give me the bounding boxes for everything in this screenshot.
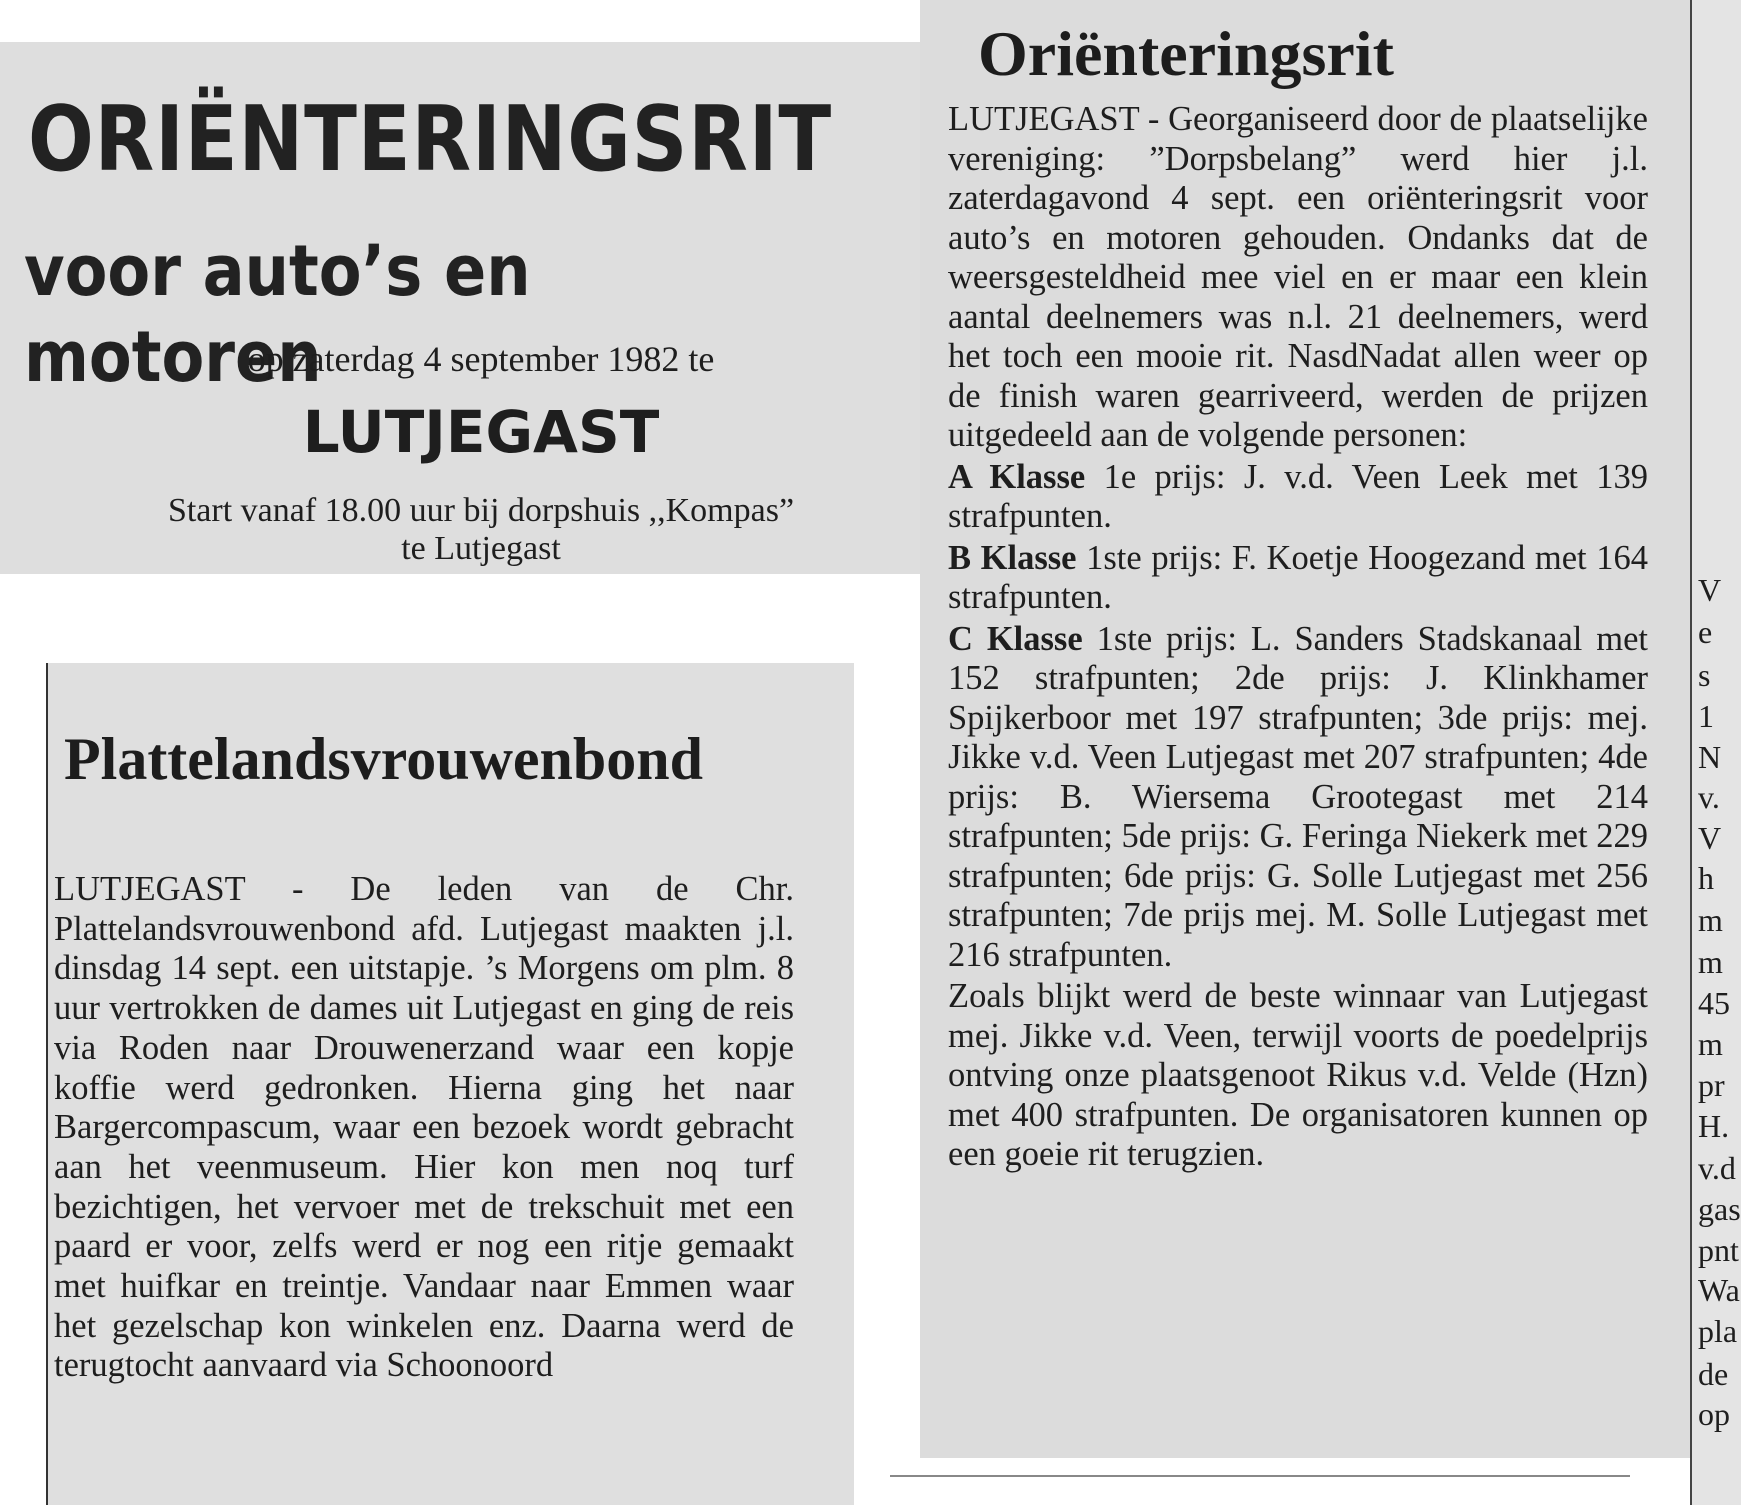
neighbour-fragment: N xyxy=(1698,739,1722,775)
neighbour-fragment: 45 xyxy=(1698,985,1730,1021)
class-c-text: 1ste prijs: L. Sanders Stadskanaal met 152 strafpunten; 2de prijs: J. Klinkhamer Spijkerboor met 197 strafpunten; 3de prijs: mej. Jikke v.d. Veen Lutjegast met 207 strafpunten; 4de prijs: B. Wiersema Grootegast met 214 strafpunten; 5de prijs: G. Feringa Niekerk met 229 strafpunten; 6de prijs: G. Solle Lutjegast met 256 strafpunten; 7de prijs mej. M. Solle Lutjegast met 216 strafpunten. xyxy=(948,619,1648,974)
class-a-text: 1e prijs: J. v.d. Veen Leek met 139 strafpunten. xyxy=(948,457,1648,535)
neighbour-fragment: H. xyxy=(1698,1108,1730,1144)
advertisement-start-info xyxy=(0,492,962,568)
report-clipping xyxy=(920,0,1741,1458)
advertisement-clipping xyxy=(0,42,962,574)
report-class-b xyxy=(948,539,1648,618)
class-b-text: 1ste prijs: F. Koetje Hoogezand met 164 strafpunten. xyxy=(948,538,1649,616)
neighbour-fragment: m xyxy=(1698,944,1723,980)
neighbour-fragment: 1 xyxy=(1698,698,1714,734)
advertisement-location: LUTJEGAST xyxy=(302,398,660,466)
neighbour-fragment: gas xyxy=(1698,1191,1741,1227)
neighbour-fragment: m xyxy=(1698,1026,1723,1062)
report-class-a xyxy=(948,458,1648,537)
neighbour-fragment: m xyxy=(1698,902,1723,938)
report-closing: Zoals blijkt werd de beste winnaar van Lutjegast mej. Jikke v.d. Veen, terwijl voorts de poedelprijs ontving onze plaatsgenoot Rikus v.d. Velde (Hzn) met 400 strafpunten. De organisatoren kunnen op een goeie rit terugzien. xyxy=(948,977,1648,1173)
report-class-c xyxy=(948,620,1648,976)
class-a-label: A Klasse xyxy=(948,457,1086,496)
advertisement-subtitle: voor auto’s en motoren xyxy=(24,230,531,398)
neighbour-fragment: v. xyxy=(1698,779,1720,815)
next-article-fragment xyxy=(890,1475,1630,1505)
neighbour-fragment: h xyxy=(1698,860,1714,896)
report-body xyxy=(948,100,1648,1177)
neighbour-fragment: pnt xyxy=(1698,1232,1739,1268)
neighbour-fragment: de xyxy=(1698,1356,1729,1392)
neighbour-fragment: pr xyxy=(1698,1067,1725,1103)
next-article-rule xyxy=(890,1475,1630,1477)
neighbour-column-fragment xyxy=(1690,0,1741,1505)
advertisement-start-line-1: Start vanaf 18.00 uur bij dorpshuis ,,Kompas” xyxy=(167,492,795,529)
class-b-label: B Klasse xyxy=(948,538,1077,577)
neighbour-fragment: e xyxy=(1698,614,1713,650)
neighbour-fragment: Wa xyxy=(1698,1272,1740,1308)
report-intro: LUTJEGAST - Georganiseerd door de plaatselijke vereniging: ”Dorpsbelang” werd hier j.l. zaterdagavond 4 sept. een oriënteringsrit voor auto’s en motoren gehouden. Ondanks dat de weersgesteldheid mee viel en er maar een klein aantal deelnemers was n.l. 21 deelnemers, werd het toch een mooie rit. NasdNadat allen weer op de finish waren gearriveerd, werden de prijzen uitgedeeld aan de volgende personen: xyxy=(948,100,1648,454)
advertisement-start-line-2: te Lutjegast xyxy=(401,530,561,567)
neighbour-fragment: V xyxy=(1698,820,1722,856)
bond-body: LUTJEGAST - De leden van de Chr. Plattelandsvrouwenbond afd. Lutjegast maakten j.l. dinsdag 14 sept. een uitstapje. ’s Morgens om plm. 8 uur vertrokken de dames uit Lutjegast en ging de reis via Roden naar Drouwenerzand waar een kopje koffie werd gedronken. Hierna ging het naar Bargercompascum, waar een bezoek wordt gebracht aan het veenmuseum. Hier kon men noq turf bezichtigen, het vervoer met de trekschuit met een paard er voor, zelfs werd er nog een ritje gemaakt met huifkar en treintje. Vandaar naar Emmen waar het gezelschap kon winkelen enz. Daarna werd de terugtocht aanvaard via Schoonoord xyxy=(54,870,794,1385)
bond-title: Plattelandsvrouwenbond xyxy=(64,726,704,792)
neighbour-fragment: pla xyxy=(1698,1313,1738,1349)
advertisement-title: ORIËNTERINGSRIT xyxy=(28,87,833,192)
neighbour-fragment: s xyxy=(1698,657,1711,693)
neighbour-fragment: op xyxy=(1698,1396,1730,1432)
bond-clipping xyxy=(46,663,854,1505)
report-title: Oriënteringsrit xyxy=(978,18,1394,89)
advertisement-date-line: op zaterdag 4 september 1982 te xyxy=(247,339,715,379)
neighbour-fragment: V xyxy=(1698,572,1722,608)
neighbour-fragment: v.d xyxy=(1698,1150,1736,1186)
class-c-label: C Klasse xyxy=(948,619,1083,658)
